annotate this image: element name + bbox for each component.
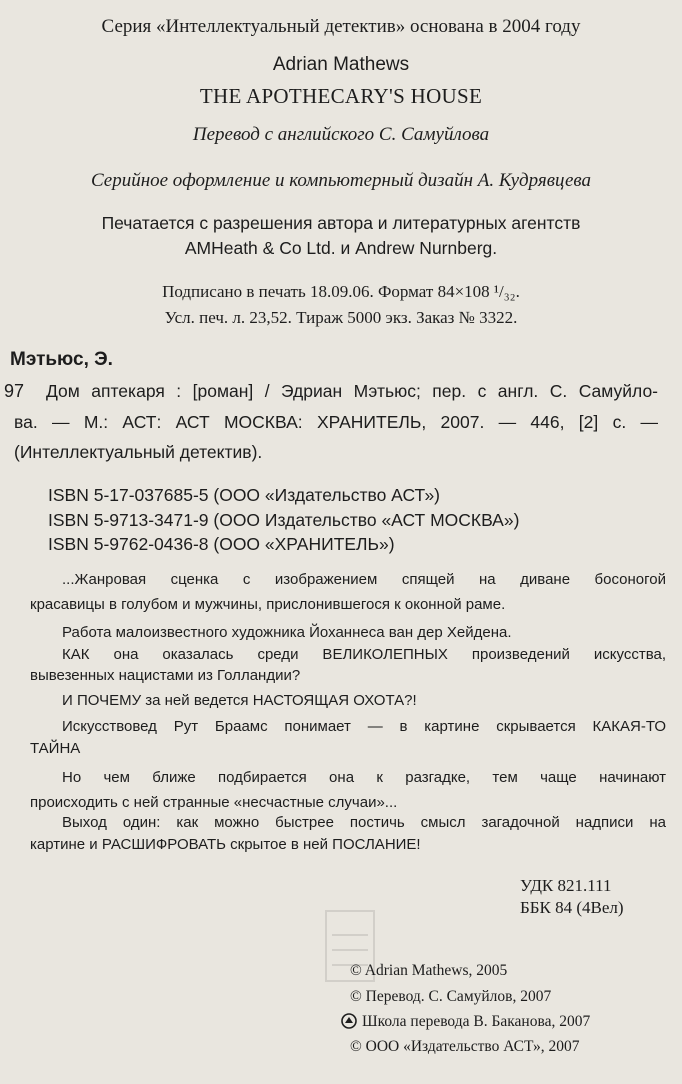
copyright-author: © Adrian Mathews, 2005: [350, 962, 508, 979]
catalog-index: 97: [4, 381, 25, 401]
annotation-p1-line-1: ...Жанровая сценка с изображением спящей на диване босоногой: [62, 571, 666, 588]
annotation-p6-line-1: Но чем ближе подбирается она к разгадке, тем чаще начинают: [62, 769, 666, 786]
bleed-through-icon: [320, 905, 380, 995]
translation-credit: Перевод с английского С. Самуйлова: [192, 124, 490, 145]
annotation-p2: Работа малоизвестного художника Йоханнеса ван дер Хейдена.: [62, 624, 512, 641]
series-line: Серия «Интеллектуальный детектив» основана в 2004 году: [101, 16, 581, 37]
catalog-author-heading: Мэтьюс, Э.: [10, 349, 113, 370]
design-credit: Серийное оформление и компьютерный дизайн А. Кудрявцева: [90, 170, 592, 191]
bakanov-school-logo: [340, 1012, 358, 1035]
annotation-p1-line-2: красавицы в голубом и мужчины, прислонившегося к оконной раме.: [30, 596, 506, 613]
isbn-line: ISBN 5-17-037685-5 (ООО «Издательство АСТ»): [48, 485, 440, 505]
permission-line-2: AMHeath & Co Ltd. и Andrew Nurnberg.: [184, 238, 498, 258]
annotation-p4: И ПОЧЕМУ за ней ведется НАСТОЯЩАЯ ОХОТА?!: [62, 692, 417, 709]
udk-code: УДК 821.111: [520, 876, 612, 895]
annotation-p6-line-2: происходить с ней странные «несчастные случаи»...: [30, 794, 398, 811]
annotation-p7-line-1: Выход один: как можно быстрее постичь смысл загадочной надписи на: [62, 814, 666, 831]
catalog-line-2: ва. — М.: АСТ: АСТ МОСКВА: ХРАНИТЕЛЬ, 2007. — 446, [2] с. —: [14, 412, 658, 432]
title-english: THE APOTHECARY'S HOUSE: [199, 84, 483, 108]
copyright-translation: © Перевод. С. Самуйлов, 2007: [350, 988, 552, 1005]
bbk-code: ББК 84 (4Вел): [520, 898, 624, 917]
annotation-p3-line-2: вывезенных нацистами из Голландии?: [30, 667, 301, 684]
isbn-line: ISBN 5-9713-3471-9 (ООО Издательство «АСТ МОСКВА»): [48, 510, 520, 530]
isbn-line: ISBN 5-9762-0436-8 (ООО «ХРАНИТЕЛЬ»): [48, 534, 395, 554]
copyright-publisher: © ООО «Издательство АСТ», 2007: [350, 1038, 580, 1055]
copyright-school: Школа перевода В. Баканова, 2007: [362, 1013, 591, 1030]
author-english: Adrian Mathews: [272, 54, 410, 75]
annotation-p5-line-2: ТАЙНА: [30, 740, 81, 757]
annotation-p7-line-2: картине и РАСШИФРОВАТЬ скрытое в ней ПОСЛАНИЕ!: [30, 836, 421, 853]
print-info-line-2: Усл. печ. л. 23,52. Тираж 5000 экз. Заказ № 3322.: [164, 308, 518, 327]
catalog-line-1: Дом аптекаря : [роман] / Эдриан Мэтьюс; пер. с англ. С. Самуйло-: [46, 381, 658, 401]
bleed-through-mark: [320, 905, 380, 995]
permission-line-1: Печатается с разрешения автора и литературных агентств: [101, 213, 581, 233]
print-info-line-1: Подписано в печать 18.09.06. Формат 84×108 ¹/₃₂.: [162, 282, 520, 301]
school-emblem-icon: [340, 1012, 358, 1030]
catalog-line-3: (Интеллектуальный детектив).: [14, 442, 263, 462]
annotation-p5-line-1: Искусствовед Рут Браамс понимает — в картине скрывается КАКАЯ-ТО: [62, 718, 666, 735]
annotation-p3-line-1: КАК она оказалась среди ВЕЛИКОЛЕПНЫХ произведений искусства,: [62, 646, 666, 663]
